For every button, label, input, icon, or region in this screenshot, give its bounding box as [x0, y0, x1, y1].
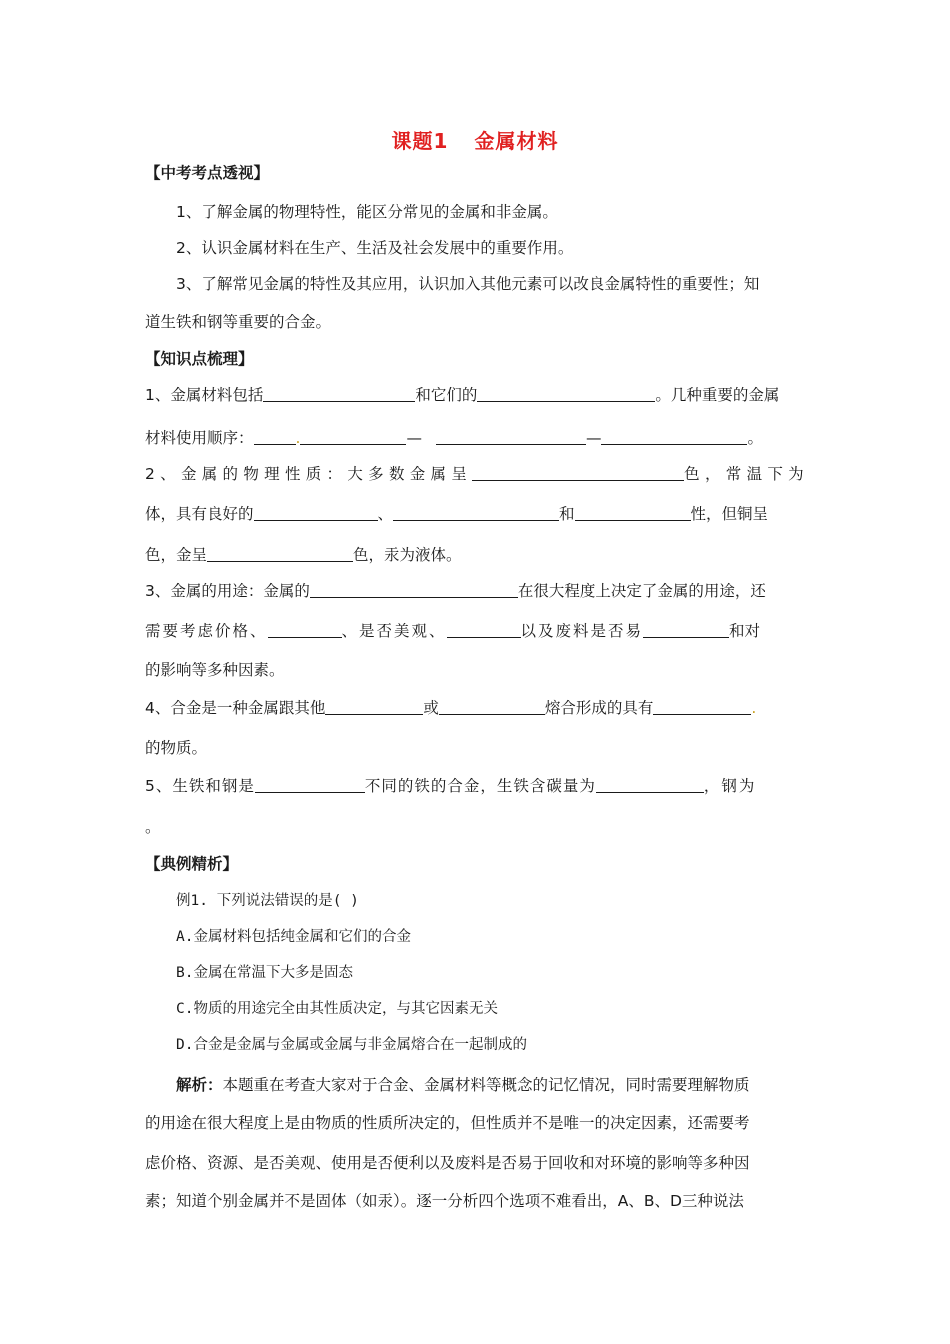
blank[interactable]	[601, 427, 747, 445]
blank[interactable]	[436, 427, 586, 445]
blank[interactable]	[439, 697, 545, 715]
analysis-line: 的用途在很大程度上是由物质的性质所决定的，但性质并不是唯一的决定因素，还需要考	[145, 1114, 750, 1132]
knowledge-item-2: 2、金属的物理性质：大多数金属呈 色，常温下为	[145, 465, 809, 483]
example-option-b: B.金属在常温下大多是固态	[176, 965, 353, 981]
blank[interactable]	[393, 503, 559, 521]
example-option-c: C.物质的用途完全由其性质决定，与其它因素无关	[176, 1001, 498, 1017]
knowledge-item-4-end: 的物质。	[145, 739, 208, 757]
blank[interactable]	[447, 620, 521, 638]
analysis-label: 解析：	[176, 1076, 223, 1094]
knowledge-item-2-end: 色，金呈 色，汞为液体。	[145, 546, 462, 564]
blank[interactable]	[254, 503, 378, 521]
lesson-number: 课题1	[391, 129, 449, 153]
section-knowledge: 【知识点梳理】	[145, 350, 254, 368]
focus-item: 道生铁和钢等重要的合金。	[145, 313, 332, 331]
lesson-name: 金属材料	[474, 129, 559, 153]
blank[interactable]	[477, 384, 655, 402]
blank[interactable]	[653, 697, 751, 715]
blank[interactable]	[255, 775, 365, 793]
focus-item: 1、了解金属的物理特性，能区分常见的金属和非金属。	[176, 203, 558, 221]
blank[interactable]	[207, 544, 353, 562]
knowledge-item-3: 3、金属的用途：金属的 在很大程度上决定了金属的用途，还	[145, 582, 766, 600]
knowledge-item-5-end: 。	[145, 818, 161, 836]
knowledge-item-1-cont: 材料使用顺序： . — — 。	[145, 429, 763, 447]
blank[interactable]	[472, 463, 684, 481]
knowledge-item-4: 4、合金是一种金属跟其他 或 熔合形成的具有 .	[145, 699, 757, 717]
blank[interactable]	[263, 384, 415, 402]
section-examples: 【典例精析】	[145, 855, 239, 873]
analysis-line: 解析：本题重在考查大家对于合金、金属材料等概念的记忆情况，同时需要理解物质	[176, 1076, 750, 1094]
knowledge-item-3-end: 的影响等多种因素。	[145, 661, 285, 679]
page-title	[0, 125, 950, 154]
focus-item: 3、了解常见金属的特性及其应用，认识加入其他元素可以改良金属特性的重要性；知	[176, 275, 760, 293]
analysis-line: 素；知道个别金属并不是固体（如汞）。逐一分析四个选项不难看出，A、B、D三种说法	[145, 1192, 744, 1210]
knowledge-item-1: 1、金属材料包括 和它们的 。几种重要的金属	[145, 386, 780, 404]
blank[interactable]	[254, 427, 296, 445]
knowledge-item-5: 5、生铁和钢是 不同的铁的合金，生铁含碳量为 ，钢为	[145, 777, 757, 795]
blank[interactable]	[300, 427, 406, 445]
blank[interactable]	[596, 775, 704, 793]
focus-item: 2、认识金属材料在生产、生活及社会发展中的重要作用。	[176, 239, 574, 257]
blank[interactable]	[643, 620, 729, 638]
knowledge-item-3-cont: 需要考虑价格、 、是否美观、 以及废料是否易 和对	[145, 622, 761, 640]
blank[interactable]	[268, 620, 342, 638]
blank[interactable]	[310, 580, 518, 598]
knowledge-item-2-cont: 体，具有良好的 、 和 性，但铜呈	[145, 505, 769, 523]
section-exam-focus: 【中考考点透视】	[145, 164, 270, 182]
blank[interactable]	[325, 697, 423, 715]
example-option-a: A.金属材料包括纯金属和它们的合金	[176, 929, 411, 945]
blank[interactable]	[575, 503, 691, 521]
example-option-d: D.合金是金属与金属或金属与非金属熔合在一起制成的	[176, 1037, 527, 1053]
analysis-line: 虑价格、资源、是否美观、使用是否便利以及废料是否易于回收和对环境的影响等多种因	[145, 1154, 750, 1172]
example-question: 例1. 下列说法错误的是( )	[176, 893, 359, 909]
